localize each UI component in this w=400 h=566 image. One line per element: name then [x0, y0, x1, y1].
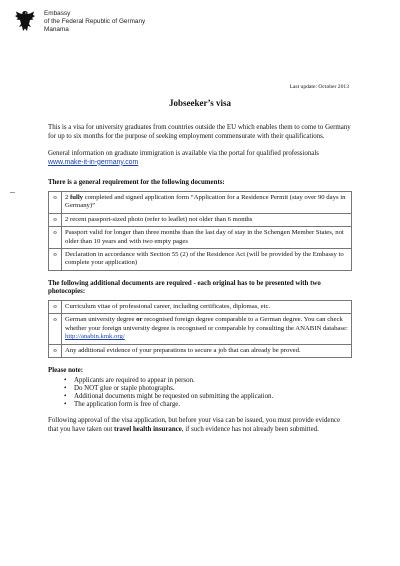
row-text: Declaration in accordance with Section 55 (2) of the Residence Act (will be provided by the Embassy to complete your application) — [62, 249, 352, 271]
row-bullet: o — [49, 227, 62, 249]
general-info-paragraph — [48, 150, 352, 167]
please-note-list — [48, 377, 352, 410]
row-text: 2 fully completed and signed application form “Application for a Residence Permit (stay over 90 days in Germany)” — [62, 191, 352, 213]
table-row — [49, 301, 352, 314]
emphasis-travel-health-insurance: travel health insurance — [114, 426, 182, 434]
row-text: Any additional evidence of your preparations to secure a job that can already be proved. — [62, 344, 352, 357]
table-row — [49, 213, 352, 226]
table-row — [49, 344, 352, 357]
row-bullet: o — [49, 314, 62, 344]
last-update: Last update: October 2013 — [289, 84, 349, 90]
margin-mark — [10, 192, 15, 193]
row-text: Curriculum vitae of professional career, including certificates, diplomas, etc. — [62, 301, 352, 314]
list-item: • Applicants are required to appear in person. — [66, 377, 352, 385]
row-text: German university degree or recognised foreign degree comparable to a German degree. You can check whether your foreign university degree is recognised or comparable by consulting the ANABIN database: http://anabin.kmk.org/ — [62, 314, 352, 344]
row-text: 2 recent passport-sized photo (refer to leaflet) not older than 6 months — [62, 213, 352, 226]
additional-documents-heading: The following additional documents are required - each original has to be presented with two photocopies: — [48, 279, 321, 296]
document-body — [48, 124, 352, 435]
row-text: Passport valid for longer than three months than the last day of stay in the Schengen Member States, not older than 10 years and with two empty pages — [62, 227, 352, 249]
table-row — [49, 191, 352, 213]
table-row — [49, 314, 352, 344]
general-requirement-heading: There is a general requirement for the following documents: — [48, 179, 225, 187]
row-bullet: o — [49, 301, 62, 314]
embassy-header — [14, 10, 145, 34]
row-bullet: o — [49, 191, 62, 213]
closing-paragraph: Following approval of the visa application, but before your visa can be issued, you must provide evidence that you have taken out travel health insurance, if such evidence has not already been submitted. — [48, 417, 341, 434]
emphasis-or: or — [136, 316, 143, 324]
make-it-in-germany-link[interactable]: www.make-it-in-germany.com — [48, 158, 139, 166]
row-bullet: o — [49, 213, 62, 226]
row-bullet: o — [49, 249, 62, 271]
page-title: Jobseeker’s visa — [168, 98, 232, 108]
additional-documents-table — [48, 300, 352, 358]
embassy-line: Manama — [44, 26, 69, 33]
please-note-heading: Please note: — [48, 367, 84, 375]
federal-eagle-icon — [14, 10, 36, 34]
embassy-name — [44, 10, 145, 34]
table-row — [49, 249, 352, 271]
intro-paragraph: This is a visa for university graduates from countries outside the EU which enables them to come to Germany for up to six months for the purpose of seeking employment commensurate with their qualifications. — [48, 124, 351, 140]
row-bullet: o — [49, 344, 62, 357]
anabin-link[interactable]: http://anabin.kmk.org/ — [65, 333, 125, 341]
table-row — [49, 227, 352, 249]
list-item: • The application form is free of charge. — [66, 401, 352, 409]
list-item: • Do NOT glue or staple photographs. — [66, 385, 352, 393]
list-item: • Additional documents might be requested on submitting the application. — [66, 393, 352, 401]
embassy-line: of the Federal Republic of Germany — [44, 18, 146, 25]
embassy-line: Embassy — [44, 10, 71, 17]
general-requirement-table — [48, 191, 352, 271]
general-info-text: General information on graduate immigration is available via the portal for qualified professionals — [48, 150, 319, 158]
emphasis-fully: fully — [70, 193, 84, 201]
